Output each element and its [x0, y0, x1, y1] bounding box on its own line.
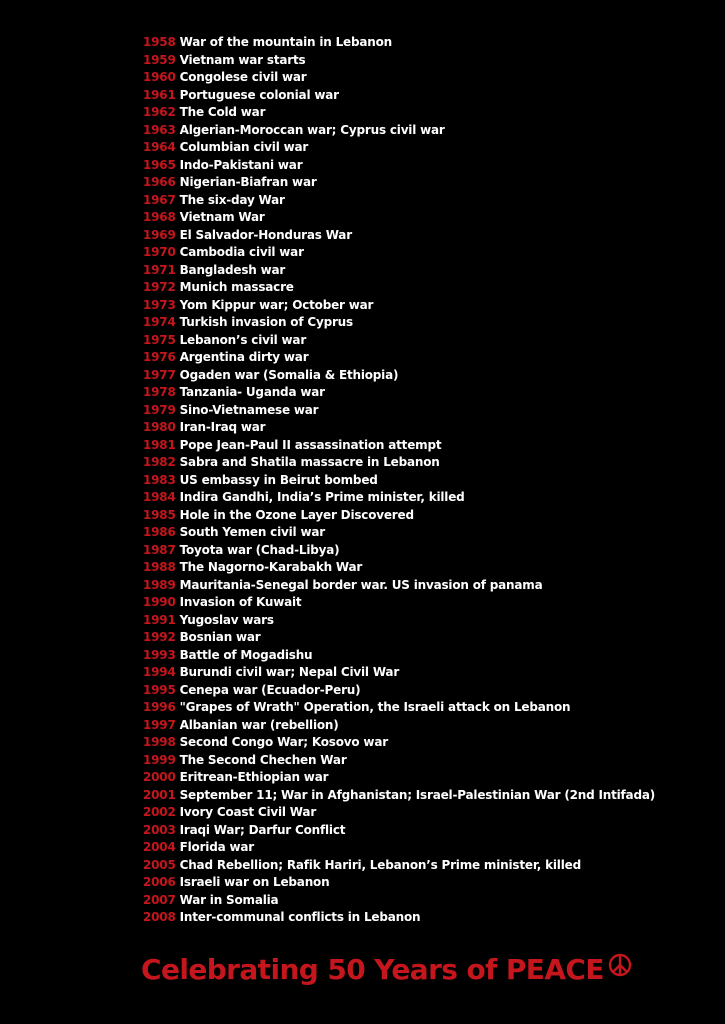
timeline-entry — [143, 262, 655, 280]
timeline-event: Cenepa war (Ecuador-Peru) — [179, 682, 361, 697]
timeline-event: Ivory Coast Civil War — [179, 805, 317, 819]
timeline-entry — [143, 157, 655, 175]
timeline-year: 1995 — [143, 682, 176, 697]
timeline-event: Sabra and Shatila massacre in Lebanon — [179, 455, 440, 469]
timeline-entry — [143, 367, 655, 385]
timeline-year: 1992 — [143, 630, 176, 644]
timeline-event: South Yemen civil war — [179, 525, 325, 539]
timeline-year: 2000 — [143, 770, 176, 784]
timeline-entry — [143, 297, 655, 315]
timeline-entry — [143, 104, 655, 122]
timeline-list — [143, 34, 655, 927]
timeline-entry — [143, 52, 655, 70]
timeline-year: 1988 — [143, 560, 176, 574]
timeline-entry — [143, 787, 655, 805]
timeline-year: 1983 — [143, 472, 176, 487]
timeline-event: Portuguese colonial war — [179, 87, 339, 102]
timeline-year: 1991 — [143, 612, 176, 627]
timeline-entry — [143, 87, 655, 105]
timeline-year: 1961 — [143, 87, 176, 102]
timeline-entry — [143, 769, 655, 787]
timeline-event: Second Congo War; Kosovo war — [179, 735, 388, 749]
timeline-event: Vietnam war starts — [179, 52, 306, 67]
timeline-entry — [143, 874, 655, 892]
timeline-year: 1967 — [143, 192, 176, 207]
timeline-entry — [143, 804, 655, 822]
timeline-event: Congolese civil war — [179, 70, 307, 84]
timeline-event: Yugoslav wars — [179, 612, 274, 627]
timeline-year: 1994 — [143, 665, 176, 679]
timeline-event: Indira Gandhi, India’s Prime minister, killed — [179, 490, 465, 504]
timeline-entry — [143, 384, 655, 402]
timeline-year: 2007 — [143, 892, 176, 907]
timeline-year: 1964 — [143, 140, 176, 154]
timeline-entry — [143, 244, 655, 262]
timeline-event: Inter-communal conflicts in Lebanon — [179, 910, 421, 924]
timeline-year: 1977 — [143, 367, 176, 382]
timeline-year: 1981 — [143, 437, 176, 452]
timeline-entry — [143, 332, 655, 350]
timeline-entry — [143, 209, 655, 227]
timeline-event: Albanian war (rebellion) — [179, 717, 339, 732]
timeline-year: 1972 — [143, 280, 176, 294]
timeline-year: 1974 — [143, 315, 176, 329]
timeline-event: Bosnian war — [179, 630, 261, 644]
timeline-entry — [143, 734, 655, 752]
footer-slogan — [141, 948, 632, 993]
timeline-entry — [143, 69, 655, 87]
timeline-event: Nigerian-Biafran war — [179, 175, 317, 189]
timeline-year: 2004 — [143, 840, 176, 854]
timeline-event: Tanzania- Uganda war — [179, 385, 325, 399]
timeline-year: 1976 — [143, 350, 176, 364]
timeline-year: 1962 — [143, 105, 176, 119]
timeline-event: Indo-Pakistani war — [179, 157, 303, 172]
timeline-entry — [143, 314, 655, 332]
timeline-year: 1998 — [143, 735, 176, 749]
footer-text: Celebrating 50 Years of PEACE — [141, 953, 604, 986]
timeline-year: 2001 — [143, 787, 176, 802]
timeline-year: 1999 — [143, 752, 176, 767]
timeline-entry — [143, 857, 655, 875]
timeline-event: US embassy in Beirut bombed — [179, 472, 378, 487]
timeline-event: Ogaden war (Somalia & Ethiopia) — [179, 367, 399, 382]
timeline-entry — [143, 472, 655, 490]
timeline-event: Lebanon’s civil war — [179, 332, 307, 347]
timeline-event: The Nagorno-Karabakh War — [179, 560, 363, 574]
timeline-entry — [143, 542, 655, 560]
timeline-year: 1979 — [143, 402, 176, 417]
timeline-event: "Grapes of Wrath" Operation, the Israeli attack on Lebanon — [179, 700, 571, 714]
timeline-year: 2008 — [143, 910, 176, 924]
timeline-event: Columbian civil war — [179, 140, 309, 154]
timeline-event: The six-day War — [179, 192, 285, 207]
timeline-event: Munich massacre — [179, 280, 294, 294]
timeline-event: Battle of Mogadishu — [179, 647, 313, 662]
timeline-entry — [143, 419, 655, 437]
timeline-year: 1968 — [143, 210, 176, 224]
timeline-event: Yom Kippur war; October war — [179, 297, 374, 312]
timeline-year: 1973 — [143, 297, 176, 312]
timeline-event: Iran-Iraq war — [179, 420, 266, 434]
timeline-event: El Salvador-Honduras War — [179, 227, 352, 242]
timeline-year: 1963 — [143, 122, 176, 137]
timeline-event: The Second Chechen War — [179, 752, 347, 767]
timeline-year: 1996 — [143, 700, 176, 714]
timeline-entry — [143, 839, 655, 857]
timeline-entry — [143, 174, 655, 192]
timeline-entry — [143, 122, 655, 140]
timeline-year: 1985 — [143, 507, 176, 522]
timeline-entry — [143, 612, 655, 630]
timeline-year: 2002 — [143, 805, 176, 819]
timeline-event: Mauritania-Senegal border war. US invasion of panama — [179, 577, 543, 592]
timeline-entry — [143, 909, 655, 927]
timeline-year: 1982 — [143, 455, 176, 469]
timeline-year: 1971 — [143, 262, 176, 277]
timeline-event: Bangladesh war — [179, 262, 286, 277]
timeline-event: Algerian-Moroccan war; Cyprus civil war — [179, 122, 445, 137]
timeline-year: 1990 — [143, 595, 176, 609]
timeline-year: 1975 — [143, 332, 176, 347]
timeline-entry — [143, 524, 655, 542]
timeline-event: War in Somalia — [179, 892, 279, 907]
timeline-event: Iraqi War; Darfur Conflict — [179, 822, 346, 837]
timeline-entry — [143, 629, 655, 647]
timeline-entry — [143, 892, 655, 910]
timeline-entry — [143, 752, 655, 770]
timeline-year: 2005 — [143, 857, 176, 872]
timeline-year: 1970 — [143, 245, 176, 259]
timeline-entry — [143, 647, 655, 665]
timeline-event: Pope Jean-Paul II assassination attempt — [179, 437, 442, 452]
timeline-year: 1959 — [143, 52, 176, 67]
timeline-year: 2003 — [143, 822, 176, 837]
timeline-entry — [143, 402, 655, 420]
timeline-event: Chad Rebellion; Rafik Hariri, Lebanon’s Prime minister, killed — [179, 857, 581, 872]
timeline-entry — [143, 699, 655, 717]
timeline-entry — [143, 682, 655, 700]
timeline-event: Sino-Vietnamese war — [179, 402, 319, 417]
timeline-year: 1958 — [143, 35, 176, 49]
timeline-entry — [143, 139, 655, 157]
timeline-entry — [143, 489, 655, 507]
timeline-year: 1986 — [143, 525, 176, 539]
timeline-event: Florida war — [179, 840, 254, 854]
timeline-event: Hole in the Ozone Layer Discovered — [179, 507, 414, 522]
timeline-year: 1965 — [143, 157, 176, 172]
timeline-event: Argentina dirty war — [179, 350, 309, 364]
timeline-event: Eritrean-Ethiopian war — [179, 770, 329, 784]
timeline-entry — [143, 34, 655, 52]
timeline-year: 1987 — [143, 542, 176, 557]
timeline-year: 1966 — [143, 175, 176, 189]
timeline-event: Burundi civil war; Nepal Civil War — [179, 665, 400, 679]
timeline-event: Invasion of Kuwait — [179, 595, 302, 609]
peace-icon — [608, 946, 632, 990]
timeline-entry — [143, 559, 655, 577]
timeline-entry — [143, 594, 655, 612]
timeline-entry — [143, 192, 655, 210]
timeline-entry — [143, 664, 655, 682]
timeline-year: 1997 — [143, 717, 176, 732]
timeline-event: September 11; War in Afghanistan; Israel-Palestinian War (2nd Intifada) — [179, 787, 656, 802]
timeline-event: Vietnam War — [179, 210, 265, 224]
timeline-entry — [143, 717, 655, 735]
timeline-event: The Cold war — [179, 105, 266, 119]
timeline-year: 1989 — [143, 577, 176, 592]
timeline-event: Cambodia civil war — [179, 245, 304, 259]
timeline-entry — [143, 437, 655, 455]
timeline-entry — [143, 227, 655, 245]
timeline-entry — [143, 279, 655, 297]
timeline-event: Turkish invasion of Cyprus — [179, 315, 353, 329]
timeline-year: 1969 — [143, 227, 176, 242]
timeline-entry — [143, 822, 655, 840]
timeline-year: 1980 — [143, 420, 176, 434]
timeline-year: 2006 — [143, 875, 176, 889]
timeline-year: 1978 — [143, 385, 176, 399]
timeline-year: 1960 — [143, 70, 176, 84]
timeline-entry — [143, 577, 655, 595]
timeline-event: Israeli war on Lebanon — [179, 875, 330, 889]
timeline-entry — [143, 454, 655, 472]
timeline-entry — [143, 349, 655, 367]
timeline-year: 1984 — [143, 490, 176, 504]
timeline-event: Toyota war (Chad-Libya) — [179, 542, 340, 557]
timeline-year: 1993 — [143, 647, 176, 662]
timeline-entry — [143, 507, 655, 525]
timeline-event: War of the mountain in Lebanon — [179, 35, 392, 49]
